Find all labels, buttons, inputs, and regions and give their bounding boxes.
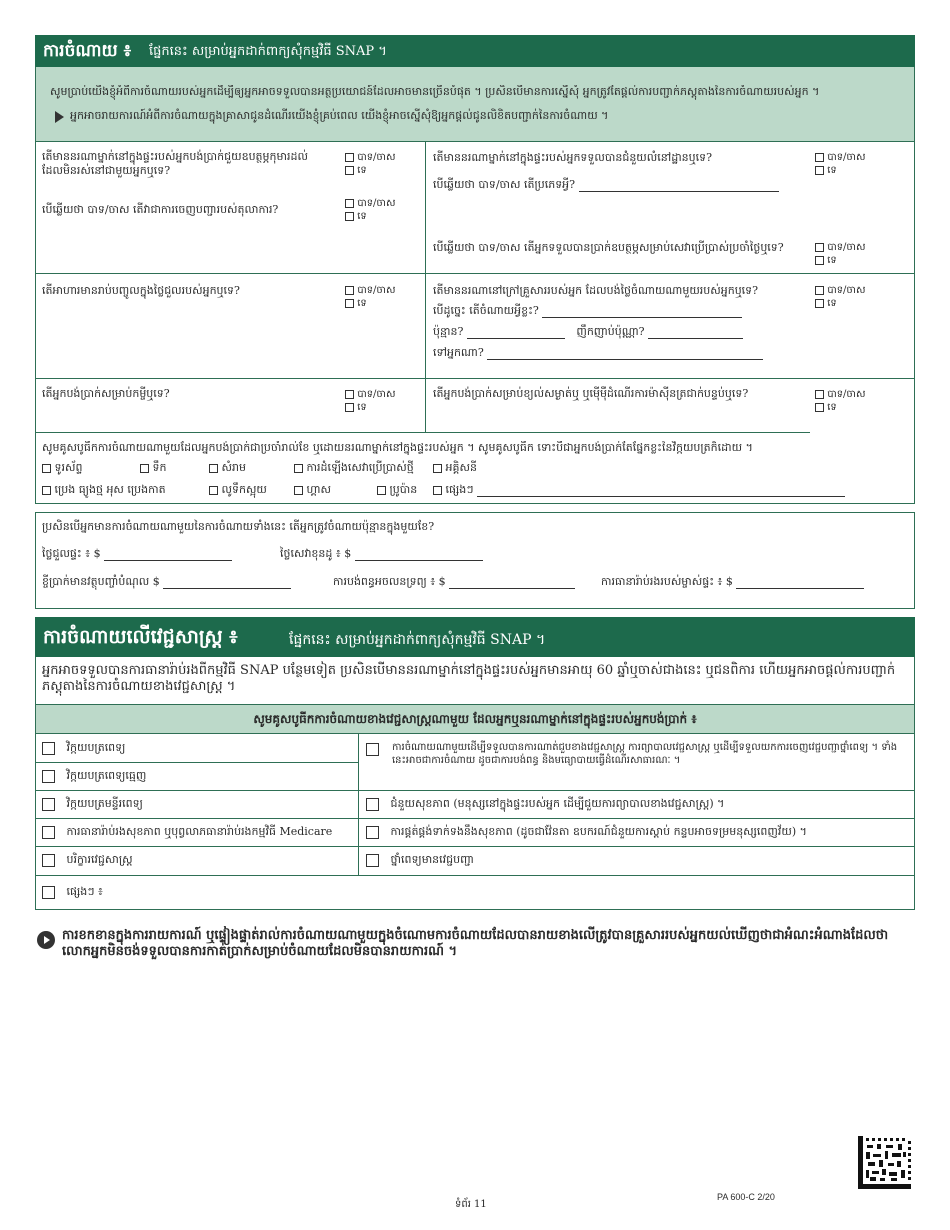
util-other-field[interactable] <box>477 486 845 497</box>
costs-intro: ប្រសិនបើអ្នកមានការចំណាយណាមួយនៃការចំណាយទាំងនេះ តើអ្នកត្រូវចំណាយប៉ុន្មានក្នុងមួយខែ? <box>42 520 435 533</box>
insurance-label: ការធានារ៉ាប់រងរបស់ម្ចាស់ផ្ទះ ៖ $ <box>601 575 733 588</box>
med-label: វិក្កយបត្រមន្ទីរពេទ្យ <box>66 797 143 810</box>
q4-no-checkbox[interactable] <box>815 299 824 308</box>
qr-code-icon <box>858 1136 911 1189</box>
to-whom-field[interactable] <box>487 349 763 360</box>
intro-line-1: សូមប្រាប់យើងខ្ញុំអំពីការចំណាយរបស់អ្នកដើម្បីឲ្យអ្នកអាចទទួលបានអត្ថប្រយោជន៍ដែលអាចមានច្រើនបំផុត ។ ប្រសិនបើមានការស្នើសុំ អ្នកត្រូវតែផ្តល់ការបញ្ជាក់ភស្តុតាងនៃការចំណាយរបស់អ្នក ។ <box>50 85 820 98</box>
yes-label: បាទ/ចាស <box>827 242 866 253</box>
q3-no-checkbox[interactable] <box>345 299 354 308</box>
q-how-often: ញឹកញាប់ប៉ុណ្ណា? <box>576 325 645 338</box>
no-label: ទេ <box>827 255 837 266</box>
q-to-whom: ទៅអ្នកណា? <box>433 346 484 359</box>
medical-check-heading: សូមគូសបូធីកការចំណាយខាងវេជ្ជសាស្ត្រណាមួយ ដែលអ្នកឬនរណាម្នាក់នៅក្នុងផ្ទះរបស់អ្នកបង់ប្រាក់ ៖ <box>253 712 697 726</box>
q-air-conditioning: តើអ្នកបង់ប្រាក់សម្រាប់ខ្យល់សម្ងាត់ឬ ឬម៉ើម៉ឺដំណើរការម៉ាស៊ីនត្រជាក់បន្ទប់ឬទេ? <box>433 387 749 400</box>
condo-label: ថ្លៃសេវាខុនដូ ៖ $ <box>280 547 352 560</box>
q-court-order: បើឆ្លើយថា បាទ/ចាស តើវាជាការចេញបញ្ជារបស់តុលាការ? <box>42 203 279 216</box>
utilities-intro: សូមគូសបូធីកការចំណាយណាមួយដែលអ្នកបង់ប្រាក់ជាប្រចាំរាល់ខែ ឬដោយនរណាម្នាក់នៅក្នុងផ្ទះរបស់អ្នក ។ សូមគូសបូធីក ទោះបីជាអ្នកបង់ប្រាក់តែផ្នែកខ្លះនៃវិក្កយបត្រក៏ដោយ ។ <box>42 441 753 454</box>
med-label: ផ្សេងៗ ៖ <box>66 885 103 898</box>
med-prescription-checkbox[interactable] <box>366 854 379 867</box>
med-label: ការផ្គត់ផ្គង់ទាក់ទងនឹងសុខភាព (ដូចជាវ៉ែនតា ឧបករណ៍ជំនួយការស្តាប់ កន្ទបអាចទម្រមនុស្សពេញវ័យ) ។ <box>390 825 807 838</box>
med-label: ជំនួយសុខភាព (មនុស្សនៅក្នុងផ្ទះរបស់អ្នក ដើម្បីជួយការព្យាបាលខាងវេជ្ជសាស្ត្រ) ។ <box>390 797 725 810</box>
expenses-header-sub: ផ្នែកនេះ សម្រាប់អ្នកដាក់ពាក្យសុំកម្មវិធី SNAP ។ <box>149 44 387 59</box>
util-label: ហ្គាស <box>306 483 331 496</box>
no-label: ទេ <box>827 402 837 413</box>
med-transport-label: ការចំណាយណាមួយដើម្បីទទួលបានការណាត់ជួបខាងវេជ្ជសាស្ត្រ ការព្យាបាលវេជ្ជសាស្ត្រ ឬដើម្បីទទួលយកការចេញវេជ្ជបញ្ជាថ្នាំពេទ្យ ។ ទាំងនេះអាចជាការចំណាយ ដូចជាការបង់ពន្ធ និងមធ្យោបាយធ្វើដំណើរសាធារណៈ ។ <box>392 742 898 766</box>
medical-header-title: ការចំណាយលើវេជ្ជសាស្ត្រ ៖ <box>43 626 238 648</box>
med-label: ការធានារ៉ាប់រងសុខភាព ឬបុព្វលាភធានារ៉ាប់រងកម្មវិធី Medicare <box>66 825 333 838</box>
util-electric-checkbox[interactable] <box>433 464 442 473</box>
util-other-checkbox[interactable] <box>433 486 442 495</box>
page-number: ទំព័រ 11 <box>455 1199 487 1210</box>
util-trash-checkbox[interactable] <box>209 464 218 473</box>
expenses-intro <box>35 67 915 142</box>
q1-no-checkbox[interactable] <box>345 166 354 175</box>
util-label: លូទឹកស្អុយ <box>221 483 267 496</box>
med-aide-checkbox[interactable] <box>366 798 379 811</box>
q2-yes-checkbox[interactable] <box>815 153 824 162</box>
q1b-yes-checkbox[interactable] <box>345 199 354 208</box>
no-label: ទេ <box>827 165 837 176</box>
failure-note: ការខកខានក្នុងការរាយការណ៍ ឬផ្ទៀងផ្ទាត់រាល់ការចំណាយណាមួយក្នុងចំណោមការចំណាយដែលបានរាយខាងលើត្រូវបានគ្រួសាររបស់អ្នកយល់ឃើញថាជាអំណះអំណាងដែលថាលោកអ្នកមិនចង់ទទួលបានការកាត់ប្រាក់សម្រាប់ចំណាយដែលមិនបានរាយការណ៍ ។ <box>62 928 889 959</box>
q4-yes-checkbox[interactable] <box>815 286 824 295</box>
yes-label: បាទ/ចាស <box>357 285 396 296</box>
rent-label: ថ្លៃជួលផ្ទះ ៖ $ <box>42 547 101 560</box>
med-other-checkbox[interactable] <box>42 886 55 899</box>
util-water-checkbox[interactable] <box>140 464 149 473</box>
q2-no-checkbox[interactable] <box>815 166 824 175</box>
q1-yes-checkbox[interactable] <box>345 153 354 162</box>
tax-label: ការបង់ពន្ធអចលនទ្រព្យ ៖ $ <box>333 575 446 588</box>
util-label: ផ្សេងៗ <box>445 483 474 496</box>
util-propane-checkbox[interactable] <box>377 486 386 495</box>
what-expenses-field[interactable] <box>542 307 742 318</box>
q2c-no-checkbox[interactable] <box>815 256 824 265</box>
q3-yes-checkbox[interactable] <box>345 286 354 295</box>
intro-line-2: អ្នកអាចរាយការណ៍អំពីការចំណាយក្នុងគ្រាសាជូនដំណើរយើងខ្ញុំគ្រប់ពេល យើងខ្ញុំអាចស្នើសុំឱ្យអ្នកផ្តល់ជូនលិខិតបញ្ជាក់នៃការចំណាយ ។ <box>70 109 609 122</box>
rent-field[interactable] <box>104 550 232 561</box>
med-equipment-checkbox[interactable] <box>42 854 55 867</box>
q-utility-allowance: បើឆ្លើយថា បាទ/ចាស តើអ្នកទទួលបានប្រាក់ឧបត្ថម្ភសម្រាប់សេវាប្រើប្រាស់ប្រចាំថ្ងៃឬទេ? <box>433 241 784 254</box>
util-label: ការដំឡើងសេវាប្រើប្រាស់ថ្មី <box>306 461 414 474</box>
q-housing-assistance: តើមាននរណាម្នាក់នៅក្នុងផ្ទះរបស់អ្នកទទួលបានជំនួយលំនៅដ្ឋានឬទេ? <box>433 151 713 164</box>
util-phone-checkbox[interactable] <box>42 464 51 473</box>
no-label: ទេ <box>357 165 367 176</box>
medical-intro: អ្នកអាចទទួលបានការធានារ៉ាប់រងពីកម្មវិធី SNAP បន្ថែមទៀត ប្រសិនបើមាននរណាម្នាក់នៅក្នុងផ្ទះរបស់អ្នកមានអាយុ 60 ឆ្នាំឬចាស់ជាងនេះ ឬជនពិការ ហើយអ្នកអាចផ្តល់ការបញ្ជាក់ភស្តុតាងនៃការចំណាយខាងវេជ្ជសាស្ត្រ ។ <box>42 663 896 694</box>
util-label: ប្រេង ធ្យូងថ្ម អុស ប្រេងកាត <box>54 483 166 496</box>
util-label: អគ្គិសនី <box>445 461 477 474</box>
med-label: វិក្កយបត្រពេទ្យធ្មេញ <box>66 769 147 782</box>
condo-field[interactable] <box>355 550 483 561</box>
no-label: ទេ <box>827 298 837 309</box>
med-supplies-checkbox[interactable] <box>366 826 379 839</box>
mortgage-field[interactable] <box>163 578 291 589</box>
q-what-expenses: បើដូច្នេះ តើចំណាយអ្វីខ្លះ? <box>433 304 539 317</box>
expenses-header-title: ការចំណាយ ៖ <box>43 41 132 61</box>
util-label: ទឹក <box>152 461 167 474</box>
no-label: ទេ <box>357 211 367 222</box>
q-how-much: ប៉ុន្មាន? <box>433 325 464 338</box>
q1b-no-checkbox[interactable] <box>345 212 354 221</box>
medical-header <box>35 617 915 657</box>
yes-label: បាទ/ចាស <box>357 389 396 400</box>
util-gas-checkbox[interactable] <box>294 486 303 495</box>
yes-label: បាទ/ចាស <box>357 198 396 209</box>
arrow-icon <box>55 111 64 123</box>
med-insurance-checkbox[interactable] <box>42 826 55 839</box>
medical-header-sub: ផ្នែកនេះ សម្រាប់អ្នកដាក់ពាក្យសុំកម្មវិធី SNAP ។ <box>289 632 546 648</box>
q2c-yes-checkbox[interactable] <box>815 243 824 252</box>
no-label: ទេ <box>357 402 367 413</box>
med-label: ថ្នាំពេទ្យមានវេជ្ជបញ្ជា <box>390 853 474 866</box>
yes-label: បាទ/ចាស <box>827 285 866 296</box>
q-outside-payer: តើមាននរណានៅក្រៅគ្រួសាររបស់អ្នក ដែលបង់ថ្លៃចំណាយណាមួយរបស់អ្នកឬទេ? <box>433 284 759 297</box>
util-sewer-checkbox[interactable] <box>209 486 218 495</box>
util-fuel-checkbox[interactable] <box>42 486 51 495</box>
util-label: ប្រូប៉ាន <box>389 483 418 496</box>
tax-field[interactable] <box>449 578 575 589</box>
util-label: សំរាម <box>221 461 246 474</box>
yes-label: បាទ/ចាស <box>827 389 866 400</box>
med-hospital-checkbox[interactable] <box>42 798 55 811</box>
how-often-field[interactable] <box>648 328 743 339</box>
med-label: វិក្កយបត្រពេទ្យ <box>66 741 126 754</box>
mortgage-label: ខ្ចីប្រាក់មានវត្ថុបញ្ចាំបំណុល $ <box>42 575 160 588</box>
q-loan: តើអ្នកបង់ប្រាក់សម្រាប់កម្ចីឬទេ? <box>42 387 170 400</box>
insurance-field[interactable] <box>736 578 864 589</box>
med-doctor-checkbox[interactable] <box>42 742 55 755</box>
housing-type-field[interactable] <box>579 181 779 192</box>
q6-no-checkbox[interactable] <box>815 403 824 412</box>
med-label: បរិក្ខារវេជ្ជសាស្ត្រ <box>66 853 133 866</box>
arrow-circle-icon <box>37 931 55 949</box>
q-food-in-rent: តើអាហារមានរាប់បញ្ចូលក្នុងថ្លៃជួលរបស់អ្នកឬទេ? <box>42 284 240 297</box>
form-id: PA 600-C 2/20 <box>717 1192 775 1202</box>
med-dental-checkbox[interactable] <box>42 770 55 783</box>
yes-label: បាទ/ចាស <box>827 152 866 163</box>
q5-no-checkbox[interactable] <box>345 403 354 412</box>
q-housing-type: បើឆ្លើយថា បាទ/ចាស តើប្រភេទអ្វី? <box>433 178 576 191</box>
util-label: ទូរស័ព្ទ <box>54 461 83 474</box>
q-child-support: តើមាននរណាម្នាក់នៅក្នុងផ្ទះរបស់អ្នកបង់ប្រាក់ជួយឧបត្ថម្ភកុមារដល់ ដែលមិនរស់នៅជាមួយអ្នកឬទេ? <box>42 150 308 177</box>
med-transport-checkbox[interactable] <box>366 743 379 756</box>
util-installation-checkbox[interactable] <box>294 464 303 473</box>
how-much-field[interactable] <box>467 328 565 339</box>
no-label: ទេ <box>357 298 367 309</box>
q6-yes-checkbox[interactable] <box>815 390 824 399</box>
expenses-header <box>35 35 915 67</box>
q5-yes-checkbox[interactable] <box>345 390 354 399</box>
yes-label: បាទ/ចាស <box>357 152 396 163</box>
